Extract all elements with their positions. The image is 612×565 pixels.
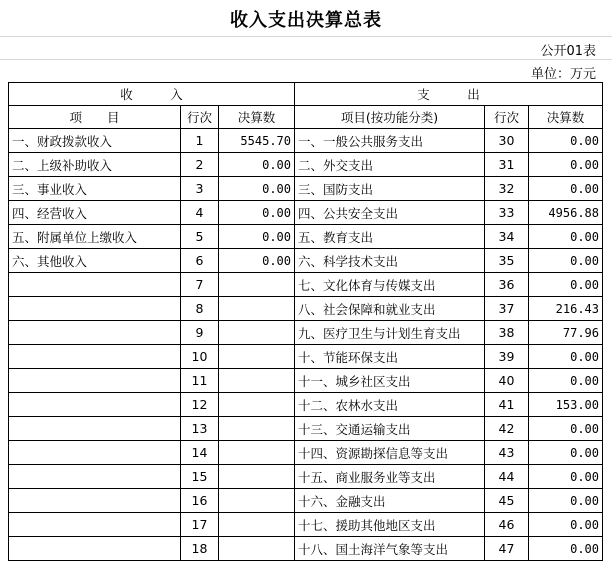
expense-amount: 0.00 xyxy=(529,369,603,393)
table-row xyxy=(9,465,603,489)
table-row xyxy=(9,417,603,441)
income-row-no: 5 xyxy=(181,225,219,249)
expense-row-no: 42 xyxy=(485,417,529,441)
expense-amount: 153.00 xyxy=(529,393,603,417)
income-row-no: 13 xyxy=(181,417,219,441)
table-row xyxy=(9,153,603,177)
table-row xyxy=(9,249,603,273)
expense-amount: 0.00 xyxy=(529,129,603,153)
income-row-no: 17 xyxy=(181,513,219,537)
expense-row-no: 35 xyxy=(485,249,529,273)
expense-header: 支 出 xyxy=(295,83,603,106)
income-row-no: 1 xyxy=(181,129,219,153)
income-amount xyxy=(219,513,295,537)
col-amount: 决算数 xyxy=(219,106,295,129)
expense-row-no: 36 xyxy=(485,273,529,297)
table-row xyxy=(9,537,603,561)
expense-row-no: 45 xyxy=(485,489,529,513)
expense-item: 十七、援助其他地区支出 xyxy=(295,513,485,537)
income-row-no: 2 xyxy=(181,153,219,177)
expense-item: 十、节能环保支出 xyxy=(295,345,485,369)
income-amount xyxy=(219,273,295,297)
income-item xyxy=(9,345,181,369)
income-amount xyxy=(219,465,295,489)
unit-label: 单位：万元 xyxy=(530,67,596,82)
table-row xyxy=(9,273,603,297)
income-row-no: 8 xyxy=(181,297,219,321)
income-amount xyxy=(219,297,295,321)
income-amount xyxy=(219,537,295,561)
income-amount xyxy=(219,417,295,441)
expense-item: 十二、农林水支出 xyxy=(295,393,485,417)
expense-row-no: 47 xyxy=(485,537,529,561)
table-row xyxy=(9,201,603,225)
income-item xyxy=(9,537,181,561)
income-item: 三、事业收入 xyxy=(9,177,181,201)
income-row-no: 6 xyxy=(181,249,219,273)
income-amount: 0.00 xyxy=(219,225,295,249)
expense-row-no: 30 xyxy=(485,129,529,153)
income-item xyxy=(9,297,181,321)
income-row-no: 15 xyxy=(181,465,219,489)
income-item xyxy=(9,393,181,417)
col-row-no-2: 行次 xyxy=(485,106,529,129)
expense-amount: 0.00 xyxy=(529,537,603,561)
sheet-gridline xyxy=(0,59,612,60)
expense-item: 十一、城乡社区支出 xyxy=(295,369,485,393)
income-amount xyxy=(219,393,295,417)
expense-item: 九、医疗卫生与计划生育支出 xyxy=(295,321,485,345)
income-amount xyxy=(219,441,295,465)
income-amount xyxy=(219,321,295,345)
expense-amount: 0.00 xyxy=(529,153,603,177)
expense-amount: 0.00 xyxy=(529,441,603,465)
expense-item: 一、一般公共服务支出 xyxy=(295,129,485,153)
expense-row-no: 41 xyxy=(485,393,529,417)
expense-item: 十三、交通运输支出 xyxy=(295,417,485,441)
income-item xyxy=(9,417,181,441)
table-row xyxy=(9,369,603,393)
income-amount xyxy=(219,489,295,513)
expense-amount: 4956.88 xyxy=(529,201,603,225)
table-row xyxy=(9,345,603,369)
expense-amount: 0.00 xyxy=(529,273,603,297)
expense-row-no: 44 xyxy=(485,465,529,489)
expense-item: 五、教育支出 xyxy=(295,225,485,249)
income-amount: 0.00 xyxy=(219,177,295,201)
expense-amount: 0.00 xyxy=(529,177,603,201)
income-amount: 0.00 xyxy=(219,249,295,273)
col-amount-2: 决算数 xyxy=(529,106,603,129)
col-func-item: 项目(按功能分类) xyxy=(295,106,485,129)
report-title: 收入支出决算总表 xyxy=(230,10,382,31)
section-header-row xyxy=(9,83,603,106)
expense-item: 四、公共安全支出 xyxy=(295,201,485,225)
sheet-gridline xyxy=(0,36,612,37)
income-item xyxy=(9,441,181,465)
expense-item: 二、外交支出 xyxy=(295,153,485,177)
income-item: 一、财政拨款收入 xyxy=(9,129,181,153)
table-row xyxy=(9,177,603,201)
income-row-no: 9 xyxy=(181,321,219,345)
income-item xyxy=(9,513,181,537)
income-row-no: 4 xyxy=(181,201,219,225)
income-item xyxy=(9,273,181,297)
expense-amount: 0.00 xyxy=(529,225,603,249)
income-header: 收 入 xyxy=(9,83,295,106)
expense-amount: 0.00 xyxy=(529,249,603,273)
expense-row-no: 39 xyxy=(485,345,529,369)
expense-item: 十五、商业服务业等支出 xyxy=(295,465,485,489)
expense-row-no: 40 xyxy=(485,369,529,393)
expense-item: 七、文化体育与传媒支出 xyxy=(295,273,485,297)
expense-amount: 0.00 xyxy=(529,417,603,441)
expense-amount: 0.00 xyxy=(529,489,603,513)
expense-item: 三、国防支出 xyxy=(295,177,485,201)
expense-amount: 216.43 xyxy=(529,297,603,321)
expense-row-no: 38 xyxy=(485,321,529,345)
expense-item: 十六、金融支出 xyxy=(295,489,485,513)
col-item: 项 目 xyxy=(9,106,181,129)
expense-row-no: 34 xyxy=(485,225,529,249)
table-row xyxy=(9,513,603,537)
expense-row-no: 37 xyxy=(485,297,529,321)
form-number: 公开01表 xyxy=(540,44,596,59)
expense-item: 八、社会保障和就业支出 xyxy=(295,297,485,321)
income-item: 四、经营收入 xyxy=(9,201,181,225)
income-item: 六、其他收入 xyxy=(9,249,181,273)
table-row xyxy=(9,489,603,513)
income-amount: 5545.70 xyxy=(219,129,295,153)
expense-row-no: 31 xyxy=(485,153,529,177)
income-amount xyxy=(219,369,295,393)
income-item xyxy=(9,369,181,393)
income-item xyxy=(9,489,181,513)
income-row-no: 10 xyxy=(181,345,219,369)
income-row-no: 14 xyxy=(181,441,219,465)
expense-amount: 0.00 xyxy=(529,465,603,489)
income-row-no: 18 xyxy=(181,537,219,561)
income-row-no: 16 xyxy=(181,489,219,513)
table-row xyxy=(9,129,603,153)
table-row xyxy=(9,297,603,321)
table-row xyxy=(9,225,603,249)
income-item: 五、附属单位上缴收入 xyxy=(9,225,181,249)
expense-row-no: 33 xyxy=(485,201,529,225)
income-amount xyxy=(219,345,295,369)
income-amount: 0.00 xyxy=(219,153,295,177)
income-row-no: 11 xyxy=(181,369,219,393)
column-header-row xyxy=(9,106,603,129)
expense-row-no: 46 xyxy=(485,513,529,537)
col-row-no: 行次 xyxy=(181,106,219,129)
income-amount: 0.00 xyxy=(219,201,295,225)
income-item xyxy=(9,321,181,345)
expense-item: 十四、资源勘探信息等支出 xyxy=(295,441,485,465)
income-expense-table xyxy=(8,82,603,561)
expense-amount: 0.00 xyxy=(529,513,603,537)
expense-row-no: 43 xyxy=(485,441,529,465)
income-row-no: 7 xyxy=(181,273,219,297)
table-row xyxy=(9,321,603,345)
expense-amount: 77.96 xyxy=(529,321,603,345)
table-row xyxy=(9,441,603,465)
income-row-no: 12 xyxy=(181,393,219,417)
expense-row-no: 32 xyxy=(485,177,529,201)
income-row-no: 3 xyxy=(181,177,219,201)
expense-item: 十八、国土海洋气象等支出 xyxy=(295,537,485,561)
table-row xyxy=(9,393,603,417)
income-item xyxy=(9,465,181,489)
expense-amount: 0.00 xyxy=(529,345,603,369)
expense-item: 六、科学技术支出 xyxy=(295,249,485,273)
income-item: 二、上级补助收入 xyxy=(9,153,181,177)
